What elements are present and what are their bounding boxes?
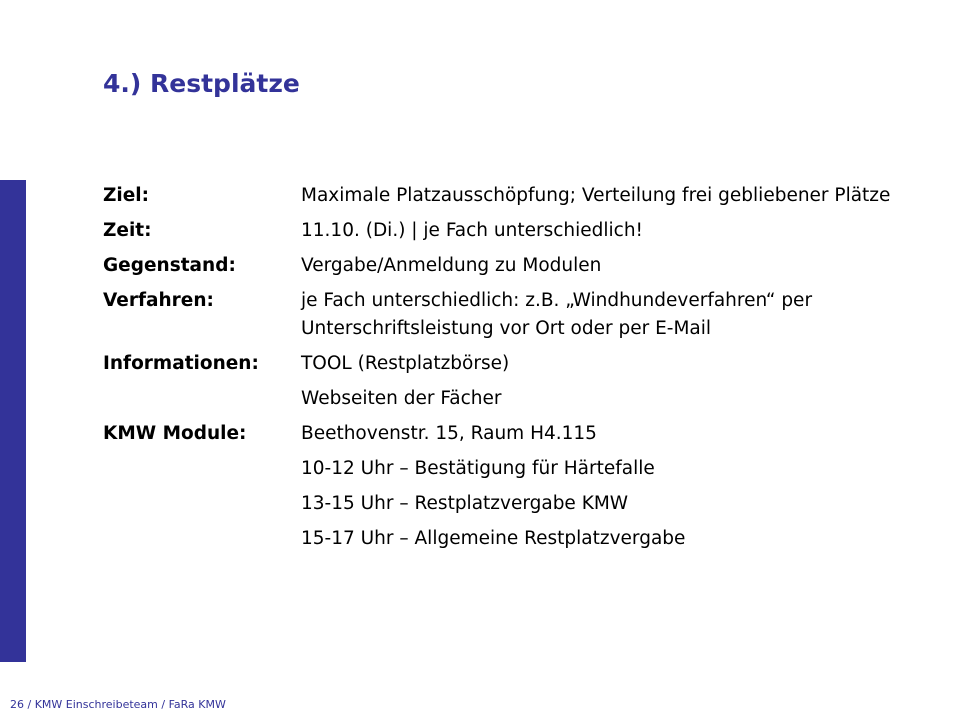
info-row-webseiten [103,385,933,413]
info-row-haertefalle [103,455,933,483]
slide-title: 4.) Restplätze [103,69,300,98]
info-row-restplatzvergabe-kmw [103,490,933,518]
row-value: 13-15 Uhr – Restplatzvergabe KMW [301,493,629,514]
row-label: Zeit: [103,220,152,241]
info-list [103,182,933,560]
info-row-zeit [103,217,933,245]
info-row-gegenstand [103,252,933,280]
info-row-verfahren [103,287,933,343]
row-value: 11.10. (Di.) | je Fach unterschiedlich! [301,220,643,241]
side-accent-bar [0,180,26,662]
row-value: Maximale Platzausschöpfung; Verteilung frei gebliebener Plätze [301,185,891,206]
info-row-allgemeine-restplatzvergabe [103,525,933,553]
row-label: Informationen: [103,353,259,374]
row-value: 15-17 Uhr – Allgemeine Restplatzvergabe [301,528,686,549]
info-row-informationen [103,350,933,378]
row-value: Vergabe/Anmeldung zu Modulen [301,255,602,276]
info-row-kmw-module [103,420,933,448]
row-value: je Fach unterschiedlich: z.B. „Windhundeverfahren“ per Unterschriftsleistung vor Ort oder per E-Mail [301,290,813,339]
row-label: KMW Module: [103,423,247,444]
row-value: 10-12 Uhr – Bestätigung für Härtefalle [301,458,655,479]
row-label: Ziel: [103,185,150,206]
slide-footer: 26 / KMW Einschreibeteam / FaRa KMW [10,698,226,711]
info-row-ziel [103,182,933,210]
row-label: Verfahren: [103,290,214,311]
row-value: Beethovenstr. 15, Raum H4.115 [301,423,597,444]
row-label: Gegenstand: [103,255,236,276]
row-value: Webseiten der Fächer [301,388,502,409]
row-value: TOOL (Restplatzbörse) [301,353,510,374]
